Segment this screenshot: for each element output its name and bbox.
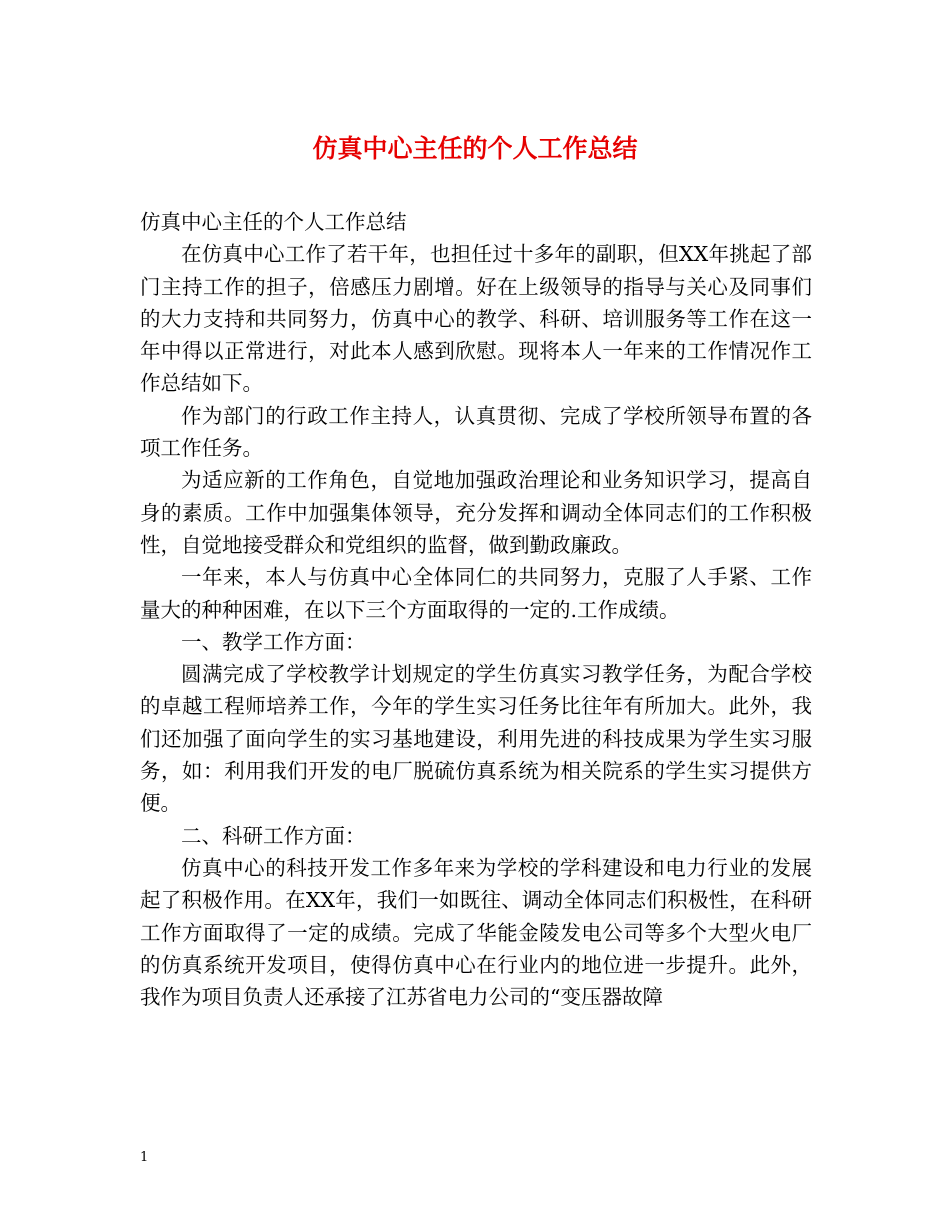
paragraph-intro: 在仿真中心工作了若干年，也担任过十多年的副职，但XX年挑起了部门主持工作的担子，倍感压力剧增。好在上级领导的指导与关心及同事们的大力支持和共同努力，仿真中心的教学、科研、培训服务等工作在这一年中得以正常进行，对此本人感到欣慰。现将本人一年来的工作情况作工作总结如下。 (140, 242, 812, 396)
document-subtitle: 仿真中心主任的个人工作总结 (140, 210, 407, 234)
paragraph-teaching: 圆满完成了学校教学计划规定的学生仿真实习教学任务，为配合学校的卓越工程师培养工作，今年的学生实习任务比往年有所加大。此外，我们还加强了面向学生的实习基地建设，利用先进的科技成果为学生实习服务，如：利用我们开发的电厂脱硫仿真系统为相关院系的学生实习提供方便。 (140, 662, 812, 816)
document-body (140, 206, 812, 1013)
page-number: 1 (140, 1150, 149, 1165)
paragraph-self-improvement: 为适应新的工作角色，自觉地加强政治理论和业务知识学习，提高自身的素质。工作中加强集体领导，充分发挥和调动全体同志们的工作积极性，自觉地接受群众和党组织的监督，做到勤政廉政。 (140, 468, 812, 557)
document-title: 仿真中心主任的个人工作总结 (312, 134, 638, 163)
paragraph-research: 仿真中心的科技开发工作多年来为学校的学科建设和电力行业的发展起了积极作用。在XX年，我们一如既往、调动全体同志们积极性，在科研工作方面取得了一定的成绩。完成了华能金陵发电公司等多个大型火电厂的仿真系统开发项目，使得仿真中心在行业内的地位进一步提升。此外，我作为项目负责人还承接了江苏省电力公司的“变压器故障 (140, 855, 812, 1010)
paragraph-admin-duties: 作为部门的行政工作主持人，认真贯彻、完成了学校所领导布置的各项工作任务。 (140, 403, 812, 461)
section-heading-teaching: 一、教学工作方面： (181, 629, 366, 654)
section-heading-research: 二、科研工作方面： (181, 823, 366, 848)
paragraph-achievements: 一年来，本人与仿真中心全体同仁的共同努力，克服了人手紧、工作量大的种种困难，在以下三个方面取得的一定的.工作成绩。 (140, 565, 812, 622)
